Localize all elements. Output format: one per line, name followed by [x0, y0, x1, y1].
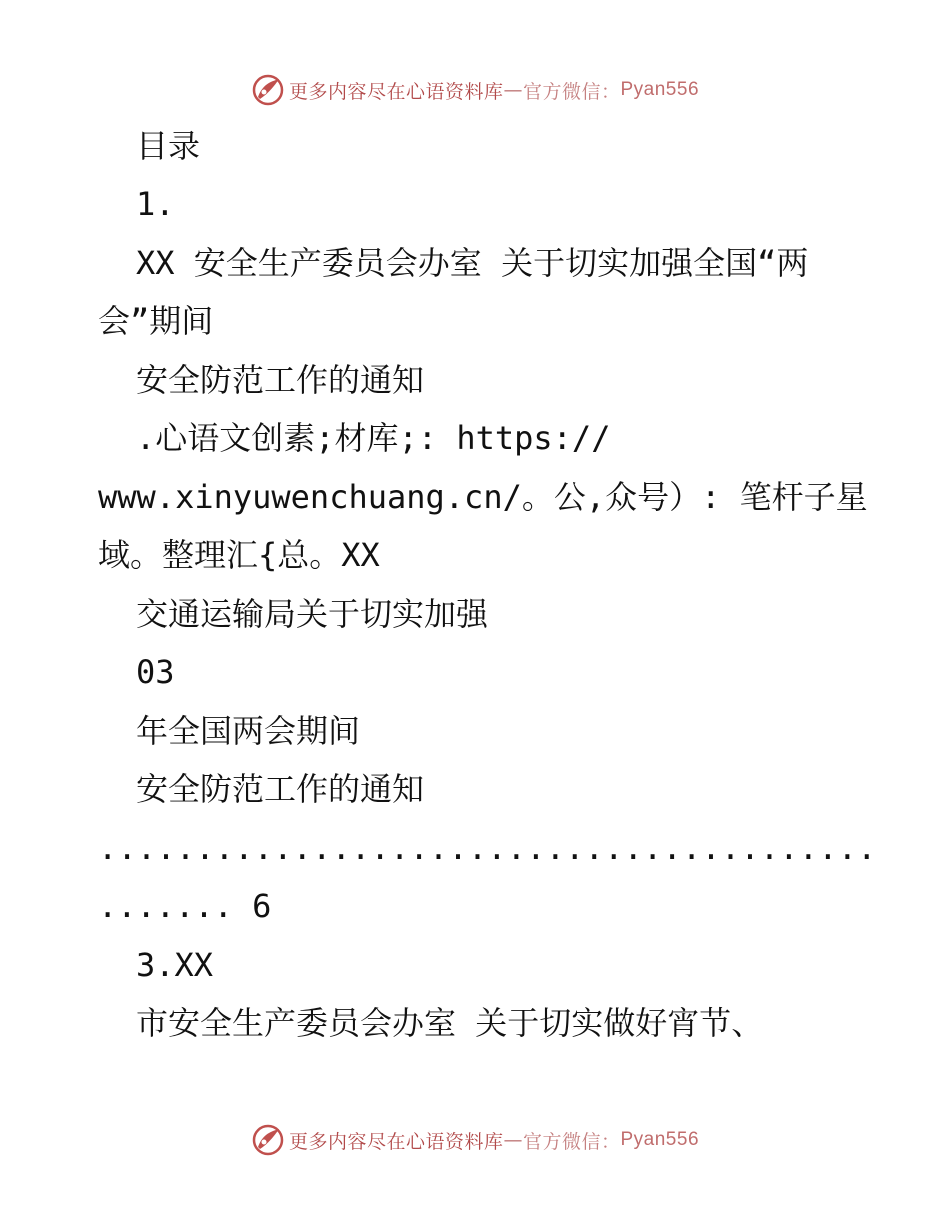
toc-line: 年全国两会期间 [136, 712, 361, 750]
watermark-separator: — [503, 1129, 523, 1151]
pen-logo-icon [251, 1123, 285, 1157]
toc-line: 安全防范工作的通知 [136, 361, 425, 399]
watermark-wechat-label: 官方微信： [522, 1130, 621, 1153]
watermark-wechat-id: Pyan556 [620, 1129, 700, 1150]
toc-line: www.xinyuwenchuang.cn/。公,众号）: 笔杆子星 [98, 478, 868, 516]
toc-line: 03 [136, 653, 175, 691]
toc-leader-dots: ........................................ [98, 829, 877, 867]
toc-line: 1. [136, 185, 175, 223]
toc-line: 市安全生产委员会办室 关于切实做好宵节、 [136, 1004, 764, 1042]
footer-watermark [0, 1120, 950, 1160]
toc-line: 会”期间 [98, 302, 214, 340]
toc-line: 安全防范工作的通知 [136, 770, 425, 808]
toc-line: 交通运输局关于切实加强 [136, 595, 489, 633]
toc-line: 3.XX [136, 946, 214, 984]
toc-line: XX 安全生产委员会办室 关于切实加强全国“两 [136, 244, 809, 282]
toc-line: 域。整理汇{总。XX [98, 536, 380, 574]
watermark-text: 更多内容尽在心语资料库 [288, 80, 504, 103]
watermark-wechat-label: 官方微信： [522, 80, 621, 103]
toc-heading: 目录 [136, 127, 201, 165]
watermark-separator: — [503, 79, 523, 101]
toc-page-number-line: ....... 6 [98, 887, 272, 925]
watermark-text: 更多内容尽在心语资料库 [288, 1130, 504, 1153]
watermark-wechat-id: Pyan556 [620, 79, 700, 100]
toc-line: .心语文创素;材库;: https:// [136, 419, 611, 457]
